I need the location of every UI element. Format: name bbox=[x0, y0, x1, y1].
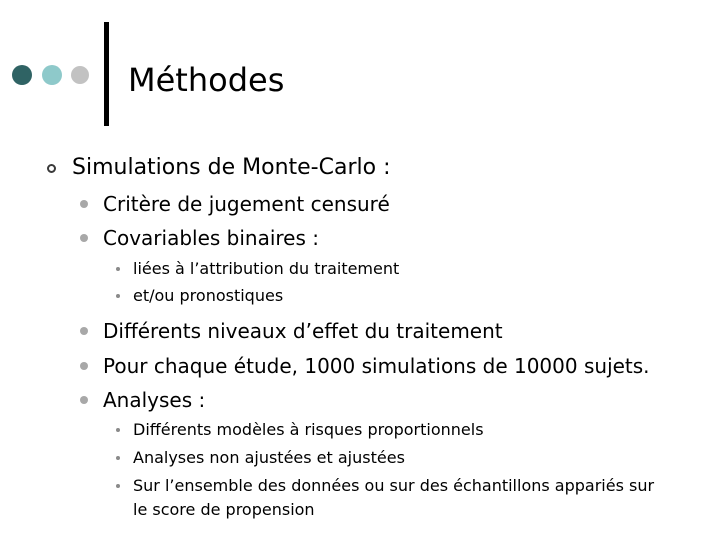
sub-bullet-analyses-3b: le score de propension bbox=[133, 500, 315, 519]
sub-bullet-icon bbox=[116, 294, 120, 298]
bullet-per-study: Pour chaque étude, 1000 simulations de 10000 sujets. bbox=[103, 354, 650, 378]
bullet-dot-icon bbox=[80, 396, 88, 404]
header-dot-dark bbox=[12, 65, 32, 85]
bullet-dot-icon bbox=[80, 327, 88, 335]
bullet-dot-icon bbox=[80, 200, 88, 208]
header-dot-teal bbox=[42, 65, 62, 85]
bullet-dot-icon bbox=[80, 234, 88, 242]
bullet-effect-levels: Différents niveaux d’effet du traitement bbox=[103, 319, 503, 343]
sub-bullet-analyses-1: Différents modèles à risques proportionnels bbox=[133, 420, 484, 439]
sub-bullet-icon bbox=[116, 456, 120, 460]
sub-bullet-cov-2: et/ou pronostiques bbox=[133, 286, 284, 305]
header-dot-gray bbox=[71, 66, 89, 84]
sub-bullet-cov-1: liées à l’attribution du traitement bbox=[133, 259, 400, 278]
bullet-covariables: Covariables binaires : bbox=[103, 226, 320, 250]
sub-bullet-icon bbox=[116, 428, 120, 432]
sub-bullet-icon bbox=[116, 484, 120, 488]
ring-bullet-icon bbox=[47, 164, 56, 173]
bullet-analyses: Analyses : bbox=[103, 388, 206, 412]
bullet-main: Simulations de Monte-Carlo : bbox=[72, 155, 391, 180]
sub-bullet-analyses-2: Analyses non ajustées et ajustées bbox=[133, 448, 405, 467]
bullet-dot-icon bbox=[80, 362, 88, 370]
slide-title: Méthodes bbox=[128, 61, 285, 99]
sub-bullet-analyses-3a: Sur l’ensemble des données ou sur des échantillons appariés sur bbox=[133, 476, 655, 495]
bullet-criterion: Critère de jugement censuré bbox=[103, 192, 390, 216]
title-divider bbox=[104, 22, 109, 126]
sub-bullet-icon bbox=[116, 267, 120, 271]
